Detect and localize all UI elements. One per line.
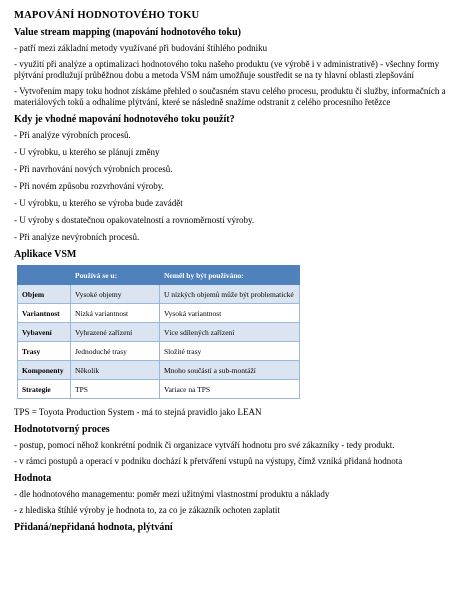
paragraph: - z hlediska štíhlé výroby je hodnota to, za co je zákazník ochoten zaplatit (14, 505, 280, 515)
table-cell: Více sdílených zařízení (160, 323, 300, 342)
list-item: - Při analýze nevýrobních procesů. (14, 232, 140, 242)
section-heading-vsm: Value stream mapping (mapování hodnotového toku) (14, 27, 241, 38)
table-cell: Několik (71, 361, 160, 380)
section-heading-value-process: Hodnototvorný proces (14, 424, 110, 435)
table-cell: TPS (71, 380, 160, 399)
section-heading-added-value: Přidaná/nepřidaná hodnota, plýtvání (14, 522, 173, 533)
paragraph: - Vytvořením mapy toku hodnot získáme přehled o současném stavu celého procesu, produktu či služby, informačních a materiálových toků a odhalíme plýtvání, které se následně snažíme odstranit z celého procesního řetězce (14, 86, 446, 107)
table-cell: Vysoké objemy (71, 285, 160, 304)
table-cell: Vysoká variantnost (160, 304, 300, 323)
paragraph: - patří mezi základní metody využívané při budování štíhlého podniku (14, 43, 268, 53)
table-cell: Vyhrazené zařízení (71, 323, 160, 342)
table-cell: Složité trasy (160, 342, 300, 361)
table-row-header: Komponenty (18, 361, 71, 380)
table-cell: U nízkých objemů může být problematické (160, 285, 300, 304)
document-page (14, 10, 457, 538)
paragraph: - dle hodnotového managementu: poměr mezi užitnými vlastnostmi produktu a náklady (14, 489, 330, 499)
table-header-cell (18, 266, 71, 285)
table-row (18, 361, 300, 380)
table-row (18, 380, 300, 399)
list-item: - U výrobku, u kterého se výroba bude zavádět (14, 198, 183, 208)
list-item: - Při navrhování nových výrobních procesů. (14, 164, 173, 174)
table-cell: Variace na TPS (160, 380, 300, 399)
table-cell: Jednoduché trasy (71, 342, 160, 361)
table-row-header: Variantnost (18, 304, 71, 323)
table-row-header: Strategie (18, 380, 71, 399)
table-row (18, 285, 300, 304)
list-item: - U výrobku, u kterého se plánují změny (14, 147, 160, 157)
vsm-application-table (17, 265, 300, 399)
section-heading-application: Aplikace VSM (14, 249, 77, 260)
table-cell: Nízká variantnost (71, 304, 160, 323)
paragraph: - postup, pomocí něhož konkrétní podnik či organizace vytváří hodnotu pro své zákazníky - tedy produkt. (14, 440, 395, 450)
table-row-header: Objem (18, 285, 71, 304)
table-header-cell: Používá se u: (71, 266, 160, 285)
table-header-cell: Neměl by být používáno: (160, 266, 300, 285)
paragraph: - využití při analýze a optimalizaci hodnotového toku našeho produktu (ve výrobě i v administrativě) - všechny formy plýtvání prodlužují průběžnou dobu a metoda VSM nám umožňuje soustředit se na ty hlavní oblasti zlepšování (14, 59, 440, 80)
table-row (18, 304, 300, 323)
table-header-row (18, 266, 300, 285)
section-heading-when: Kdy je vhodné mapování hodnotového toku použít? (14, 114, 235, 125)
table-cell: Mnoho součástí a sub-montáží (160, 361, 300, 380)
table-row-header: Vybavení (18, 323, 71, 342)
table-row (18, 342, 300, 361)
list-item: - Při analýze výrobních procesů. (14, 130, 131, 140)
tps-note: TPS = Toyota Production System - má to stejná pravidlo jako LEAN (14, 407, 262, 417)
table-row (18, 323, 300, 342)
paragraph: - v rámci postupů a operací v podniku dochází k přetváření vstupů na výstupy, čímž vzniká přidaná hodnota (14, 456, 403, 466)
table-row-header: Trasy (18, 342, 71, 361)
list-item: - Při novém způsobu rozvrhování výroby. (14, 181, 164, 191)
list-item: - U výroby s dostatečnou opakovatelností a rovnoměrností výroby. (14, 215, 255, 225)
document-title: MAPOVÁNÍ HODNOTOVÉHO TOKU (14, 10, 200, 21)
section-heading-value: Hodnota (14, 473, 52, 484)
